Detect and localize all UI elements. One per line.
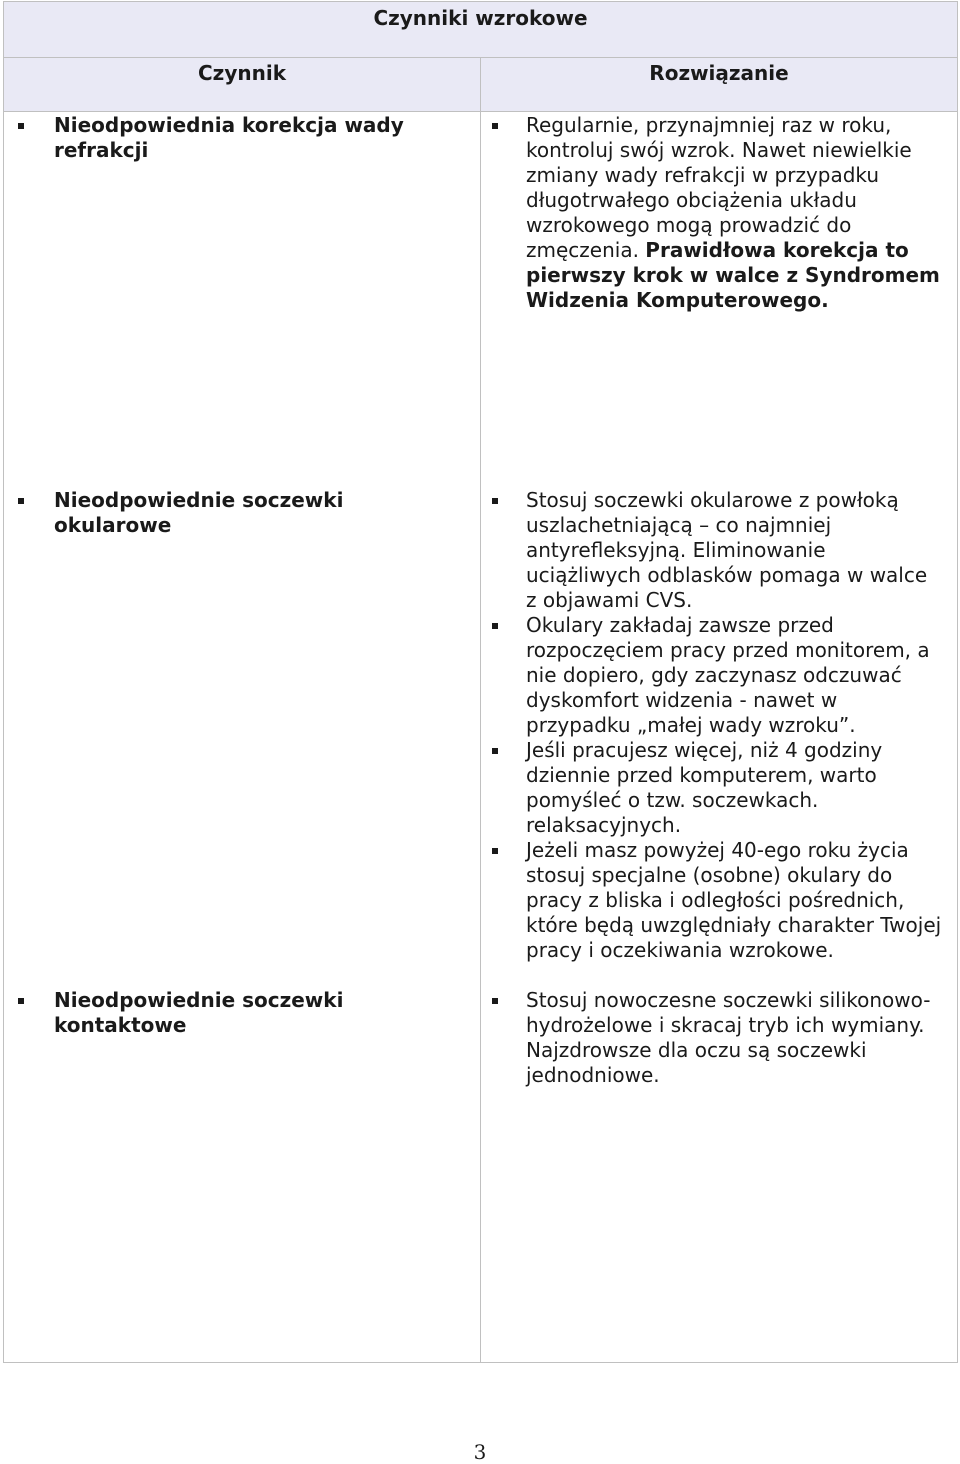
factor-text: Nieodpowiednie soczewki okularowe: [54, 488, 344, 537]
solution-bold-text: Prawidłowa korekcja to pierwszy krok w walce z Syndromem Widzenia Komputerowego.: [526, 238, 940, 312]
square-bullet-icon: [492, 998, 498, 1004]
page-number: 3: [473, 1440, 487, 1464]
solution-text: Stosuj soczewki okularowe z powłoką uszlachetniającą – co najmniej antyrefleksyjną. Eliminowanie uciążliwych odblasków pomaga w walce z objawami CVS.: [526, 488, 928, 612]
factor-text: Nieodpowiednie soczewki kontaktowe: [54, 988, 344, 1037]
column-divider: [480, 58, 481, 1362]
list-item: [484, 838, 944, 963]
solution-cell-2: [484, 488, 944, 963]
list-item: [8, 488, 428, 538]
list-item: [8, 988, 428, 1038]
factors-table: [3, 1, 958, 1363]
list-item: [484, 113, 944, 313]
solution-text: Jeżeli masz powyżej 40-ego roku życia stosuj specjalne (osobne) okulary do pracy z bliska i odległości pośrednich, które będą uwzględniały charakter Twojej pracy i oczekiwania wzrokowe.: [526, 838, 942, 962]
solution-text: Regularnie, przynajmniej raz w roku, kontroluj swój wzrok. Nawet niewielkie zmiany wady refrakcji w przypadku długotrwałego obciążenia układu wzrokowego mogą prowadzić do zmęczenia.: [526, 113, 912, 262]
solution-cell-3: [484, 988, 944, 1088]
square-bullet-icon: [18, 123, 24, 129]
list-item: [484, 988, 944, 1088]
factor-cell-2: [8, 488, 428, 538]
table-title: Czynniki wzrokowe: [4, 2, 957, 58]
factor-cell-1: [8, 113, 428, 163]
square-bullet-icon: [492, 123, 498, 129]
square-bullet-icon: [492, 498, 498, 504]
factor-text: Nieodpowiednia korekcja wady refrakcji: [54, 113, 404, 162]
square-bullet-icon: [492, 748, 498, 754]
header-solution: Rozwiązanie: [649, 61, 789, 85]
solution-cell-1: [484, 113, 944, 313]
solution-text: Stosuj nowoczesne soczewki silikonowo-hydrożelowe i skracaj tryb ich wymiany. Najzdrowsze dla oczu są soczewki jednodniowe.: [526, 988, 931, 1087]
square-bullet-icon: [18, 998, 24, 1004]
square-bullet-icon: [492, 623, 498, 629]
list-item: [484, 488, 944, 613]
square-bullet-icon: [18, 498, 24, 504]
solution-text: Okulary zakładaj zawsze przed rozpoczęciem pracy przed monitorem, a nie dopiero, gdy zaczynasz odczuwać dyskomfort widzenia - nawet w przypadku „małej wady wzroku”.: [526, 613, 930, 737]
factor-cell-3: [8, 988, 428, 1038]
solution-text: Jeśli pracujesz więcej, niż 4 godziny dziennie przed komputerem, warto pomyśleć o tzw. soczewkach. relaksacyjnych.: [526, 738, 883, 837]
list-item: [484, 738, 944, 838]
list-item: [484, 613, 944, 738]
list-item: [8, 113, 428, 163]
square-bullet-icon: [492, 848, 498, 854]
header-factor: Czynnik: [198, 61, 286, 85]
